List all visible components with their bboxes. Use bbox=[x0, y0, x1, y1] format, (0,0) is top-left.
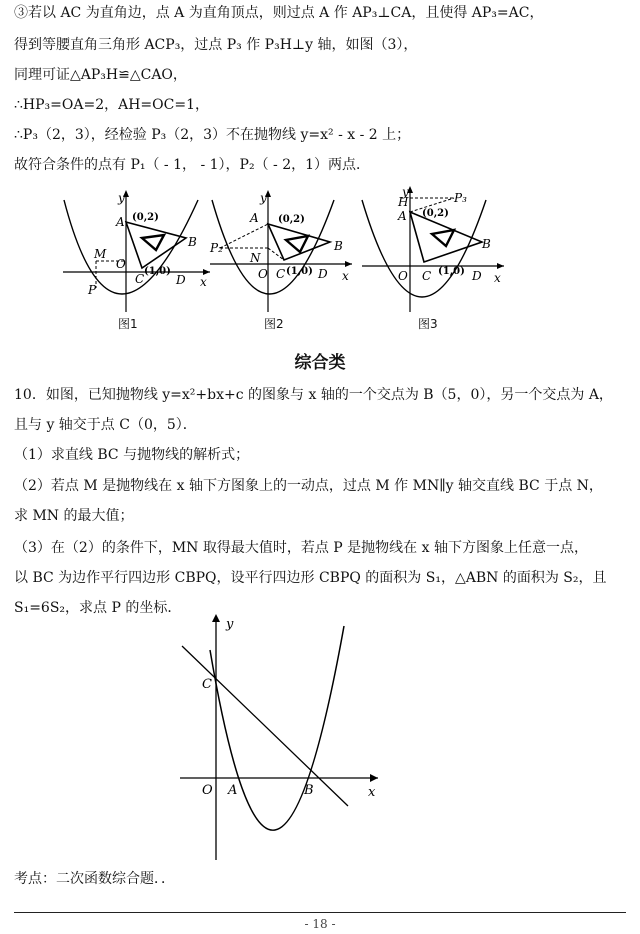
main-fig-point-a: A bbox=[228, 783, 238, 798]
fig3-x-label: x bbox=[494, 271, 501, 285]
fig2-x-label: x bbox=[342, 269, 349, 283]
fig1-point-p: P bbox=[88, 283, 97, 297]
main-fig-point-o: O bbox=[202, 783, 213, 798]
fig1-y-label: y bbox=[118, 191, 125, 205]
fig1-coord-c: (1,0) bbox=[144, 266, 171, 277]
solution-line-6: 故符合条件的点有 P₁（ - 1， - 1），P₂（ - 2，1）两点． bbox=[14, 157, 371, 173]
fig1-x-label: x bbox=[200, 275, 207, 289]
main-fig-point-b: B bbox=[304, 783, 314, 798]
problem-line-1: 10．如图，已知抛物线 y=x²+bx+c 的图象与 x 轴的一个交点为 B（5，0），另一个交点为 A， bbox=[14, 387, 613, 403]
fig2-coord-a: (0,2) bbox=[278, 214, 305, 225]
fig1-point-m: M bbox=[94, 247, 107, 261]
problem-line-5: 求 MN 的最大值； bbox=[14, 508, 134, 524]
fig3-coord-c: (1,0) bbox=[438, 266, 465, 277]
fig2-coord-c: (1,0) bbox=[286, 266, 313, 277]
fig3-point-o: O bbox=[398, 269, 408, 283]
problem-line-4: （2）若点 M 是抛物线在 x 轴下方图象上的一动点，过点 M 作 MN∥y 轴交直线 BC 于点 N， bbox=[14, 478, 603, 494]
footer-rule bbox=[14, 912, 626, 913]
fig3-point-a: A bbox=[398, 209, 407, 223]
main-fig-y-label: y bbox=[226, 617, 234, 632]
fig3-point-c: C bbox=[422, 269, 432, 283]
fig3-y-label: y bbox=[402, 185, 409, 199]
main-fig-point-c: C bbox=[202, 677, 212, 692]
fig1-point-b: B bbox=[188, 235, 197, 249]
solution-line-3: 同理可证△AP₃H≌△CAO， bbox=[14, 67, 187, 83]
fig1-caption: 图1 bbox=[118, 317, 138, 331]
fig2-caption: 图2 bbox=[264, 317, 284, 331]
fig3-coord-a: (0,2) bbox=[422, 208, 449, 219]
main-fig-x-label: x bbox=[368, 785, 376, 800]
figure-2 bbox=[206, 188, 356, 316]
problem-line-2: 且与 y 轴交于点 C（0，5）． bbox=[14, 417, 197, 433]
solution-line-2: 得到等腰直角三角形 ACP₃，过点 P₃ 作 P₃H⊥y 轴，如图（3）， bbox=[14, 37, 418, 53]
fig1-point-a: A bbox=[116, 215, 125, 229]
fig1-point-o: O bbox=[116, 257, 126, 271]
fig2-point-n: N bbox=[250, 251, 261, 265]
main-figure bbox=[176, 612, 386, 862]
figure-1 bbox=[58, 188, 218, 316]
problem-line-8: S₁=6S₂，求点 P 的坐标． bbox=[14, 600, 182, 616]
fig2-y-label: y bbox=[260, 191, 267, 205]
fig1-point-d: D bbox=[176, 273, 186, 287]
solution-line-1: ③若以 AC 为直角边，点 A 为直角顶点，则过点 A 作 AP₃⊥CA，且使得 AP₃=AC， bbox=[14, 5, 544, 21]
fig2-point-p2: P₂ bbox=[210, 241, 223, 255]
fig3-point-p3: P₃ bbox=[454, 191, 467, 205]
fig3-caption: 图3 bbox=[418, 317, 438, 331]
page-number: - 18 - bbox=[304, 917, 336, 931]
fig2-point-b: B bbox=[334, 239, 343, 253]
solution-line-4: ∴HP₃=OA=2，AH=OC=1， bbox=[14, 97, 209, 113]
solution-line-5: ∴P₃（2，3），经检验 P₃（2，3）不在抛物线 y=x² - x - 2 上； bbox=[14, 127, 411, 143]
fig3-point-h: H bbox=[398, 195, 409, 209]
fig2-point-o: O bbox=[258, 267, 268, 281]
section-title: 综合类 bbox=[294, 353, 346, 373]
fig3-point-b: B bbox=[482, 237, 491, 251]
figure-3 bbox=[358, 184, 508, 316]
fig3-point-d: D bbox=[472, 269, 482, 283]
fig2-point-a: A bbox=[250, 211, 259, 225]
fig2-point-c: C bbox=[276, 267, 286, 281]
problem-line-6: （3）在（2）的条件下，MN 取得最大值时，若点 P 是抛物线在 x 轴下方图象上任意一点， bbox=[14, 540, 588, 556]
fig1-coord-a: (0,2) bbox=[132, 212, 159, 223]
problem-line-3: （1）求直线 BC 与抛物线的解析式； bbox=[14, 447, 250, 463]
fig2-point-d: D bbox=[318, 267, 328, 281]
problem-line-7: 以 BC 为边作平行四边形 CBPQ，设平行四边形 CBPQ 的面积为 S₁，△ABN 的面积为 S₂，且 bbox=[14, 570, 607, 586]
fig1-point-c: C bbox=[135, 272, 145, 286]
kaodian-line: 考点：二次函数综合题．． bbox=[14, 871, 175, 887]
